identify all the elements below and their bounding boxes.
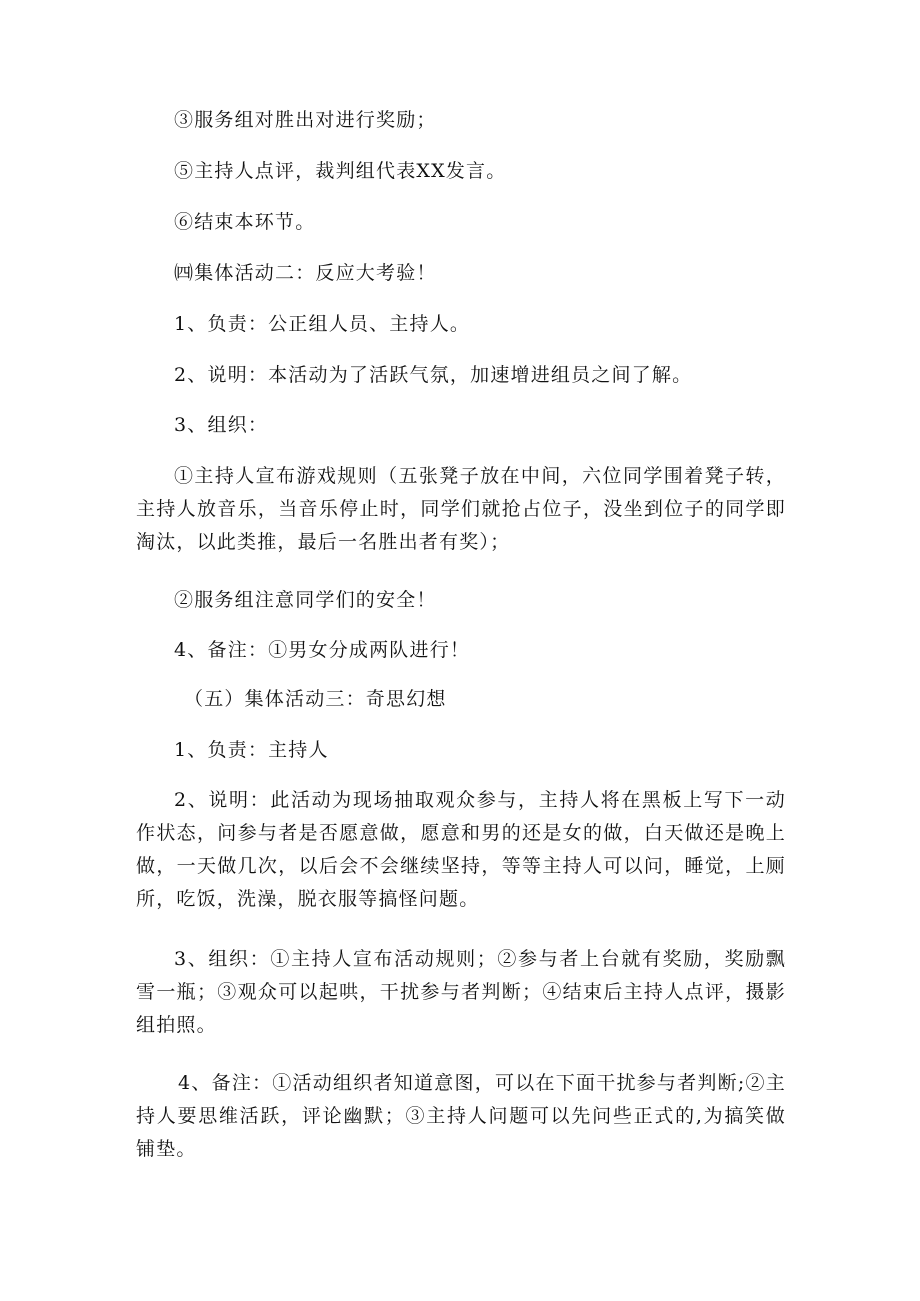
paragraph-game-rules: ①主持人宣布游戏规则（五张凳子放在中间，六位同学围着凳子转，主持人放音乐，当音乐停止时，同学们就抢占位子，没坐到位子的同学即淘汰，以此类推，最后一名胜出者有奖）；: [136, 465, 786, 553]
paragraph-remark-three: 4、备注：①活动组织者知道意图，可以在下面干扰参与者判断;②主持人要思维活跃，评论幽默；③主持人问题可以先问些正式的,为搞笑做铺垫。: [136, 1072, 786, 1160]
paragraph-organization-two: 3、组织：: [174, 414, 269, 436]
paragraph-explanation-two: 2、说明：本活动为了活跃气氛，加速增进组员之间了解。: [174, 364, 693, 386]
paragraph-remark-two: 4、备注：①男女分成两队进行！: [174, 639, 471, 661]
section-heading-activity-two: ㈣集体活动二：反应大考验！: [174, 262, 437, 284]
paragraph-responsible-three: 1、负责：主持人: [174, 739, 329, 761]
section-heading-activity-three: （五）集体活动三：奇思幻想: [184, 688, 447, 710]
paragraph-explanation-three: 2、说明：此活动为现场抽取观众参与，主持人将在黑板上写下一动作状态，问参与者是否愿意做，愿意和男的还是女的做，白天做还是晚上做，一天做几次，以后会不会继续坚持，等等主持人可以问，睡觉，上厕所，吃饭，洗澡，脱衣服等搞怪问题。: [136, 789, 786, 910]
paragraph-responsible-two: 1、负责：公正组人员、主持人。: [174, 313, 471, 335]
paragraph-end-section: ⑥结束本环节。: [174, 211, 316, 233]
paragraph-safety: ②服务组注意同学们的安全！: [174, 589, 437, 611]
paragraph-service-reward: ③服务组对胜出对进行奖励；: [174, 109, 437, 131]
paragraph-host-review: ⑤主持人点评，裁判组代表XX发言。: [174, 160, 507, 182]
paragraph-organization-three: 3、组织：①主持人宣布活动规则；②参与者上台就有奖励，奖励飘雪一瓶；③观众可以起哄，干扰参与者判断；④结束后主持人点评，摄影组拍照。: [136, 948, 786, 1036]
